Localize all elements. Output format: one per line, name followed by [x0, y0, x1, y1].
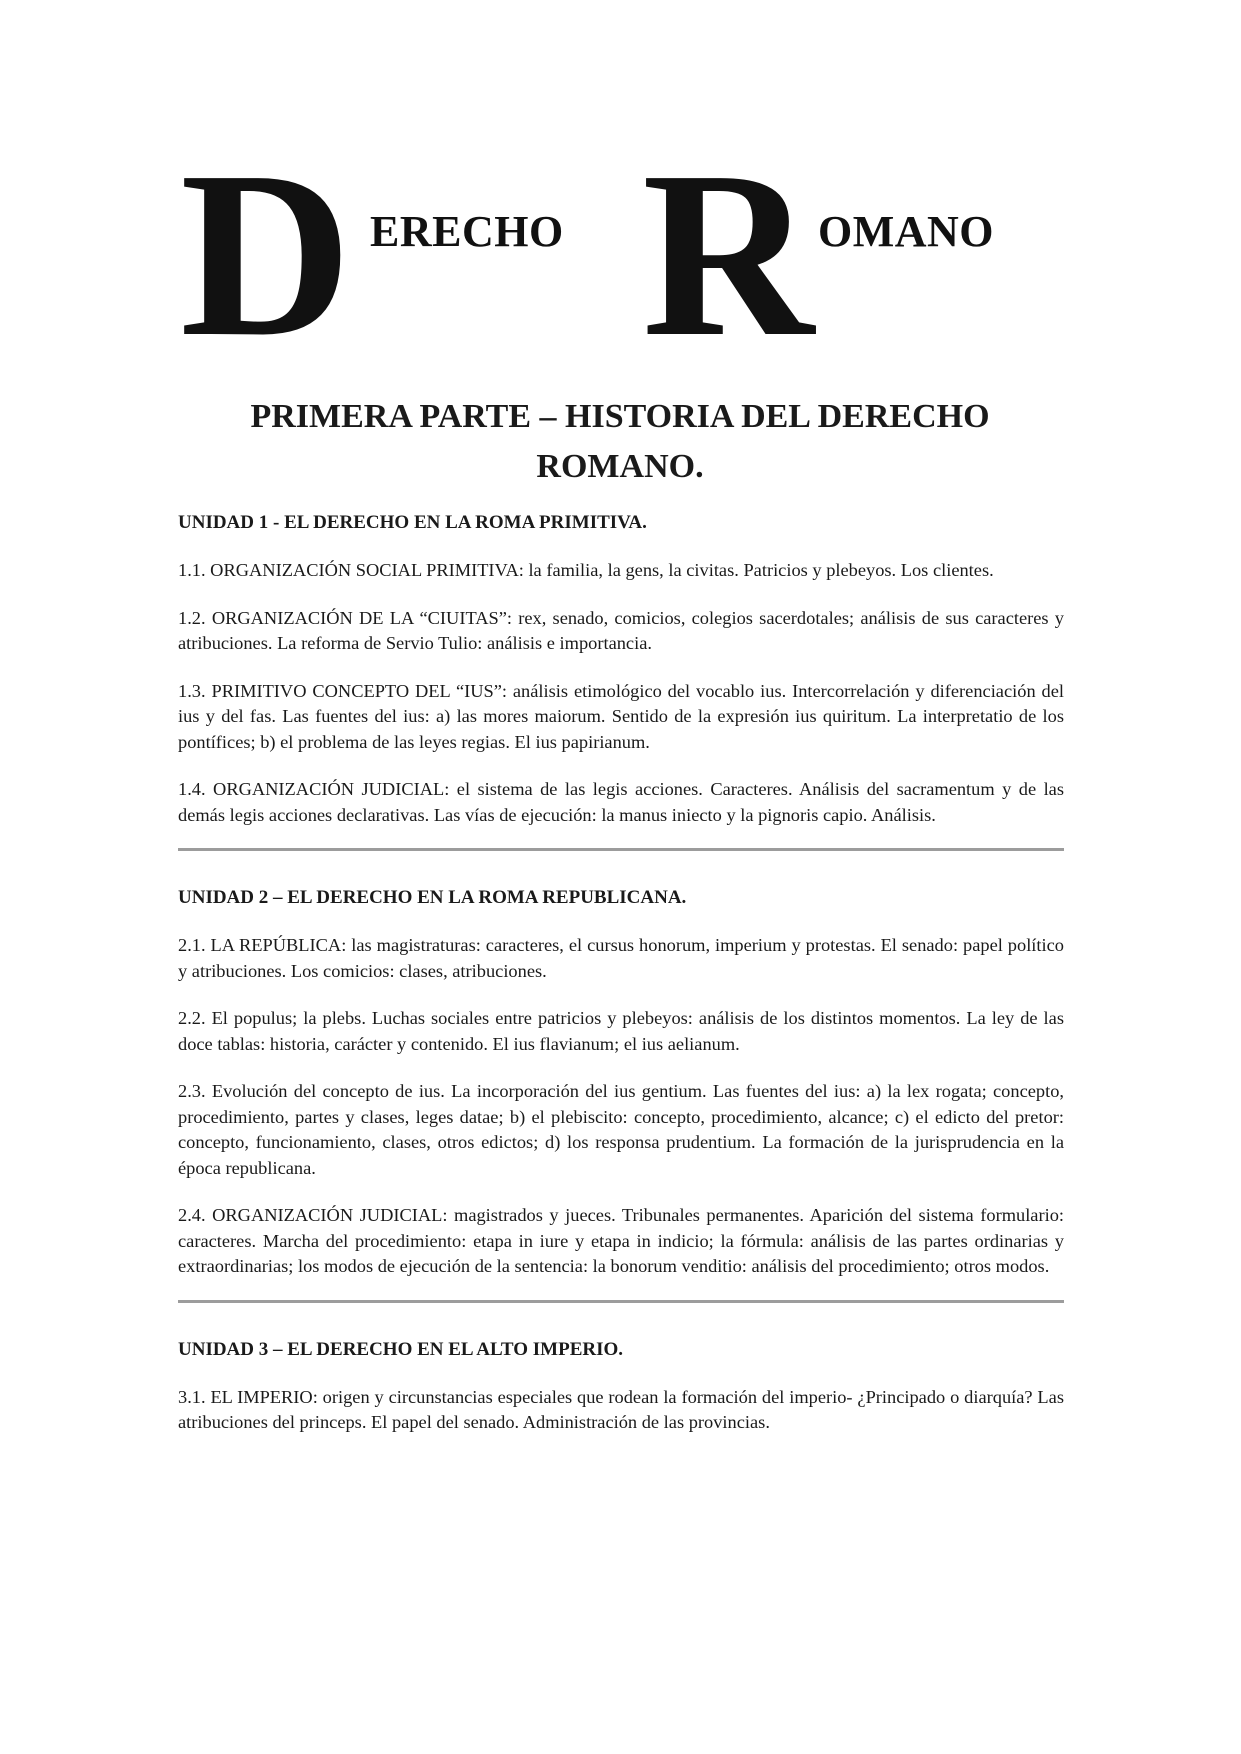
title-word-omano: OMANO [818, 207, 995, 256]
title-initial-d: D [180, 123, 352, 386]
unit-heading: UNIDAD 2 – EL DERECHO EN LA ROMA REPUBLICANA. [178, 887, 687, 908]
topic-paragraph: 2.2. El populus; la plebs. Luchas sociales entre patricios y plebeyos: análisis de los distintos momentos. La ley de las doce tablas: historia, carácter y contenido. El ius flavianum; el ius aelianum. [178, 1008, 1064, 1054]
topic-paragraph: 3.1. EL IMPERIO: origen y circunstancias especiales que rodean la formación del imperio- ¿Principado o diarquía? Las atribuciones del princeps. El papel del senado. Administración de las provincias. [178, 1386, 1064, 1432]
document-title [180, 123, 1040, 386]
topic-paragraph: 1.2. ORGANIZACIÓN DE LA “CIUITAS”: rex, senado, comicios, colegios sacerdotales; análisis de sus caracteres y atribuciones. La reforma de Servio Tulio: análisis e importancia. [178, 607, 1064, 653]
section-divider [178, 1300, 1064, 1303]
part-heading: PRIMERA PARTE – HISTORIA DEL DERECHO ROMANO. [250, 398, 990, 485]
topic-paragraph: 1.4. ORGANIZACIÓN JUDICIAL: el sistema de las legis acciones. Caracteres. Análisis del sacramentum y de las demás legis acciones declarativas. Las vías de ejecución: la manus iniecto y la pignoris capio. Análisis. [178, 779, 1064, 825]
syllabus-content [178, 510, 1064, 1458]
topic-paragraph: 2.4. ORGANIZACIÓN JUDICIAL: magistrados y jueces. Tribunales permanentes. Aparición del sistema formulario: caracteres. Marcha del procedimiento: etapa in iure y etapa in indicio; la fórmula: análisis de las partes ordinarias y extraordinarias; los modos de ejecución de la sentencia: la bonorum venditio: análisis del procedimiento; otros modos. [178, 1205, 1064, 1276]
unit-section [178, 1337, 1064, 1436]
title-word-erecho: ERECHO [370, 207, 564, 256]
unit-section [178, 510, 1064, 828]
title-initial-r: R [642, 123, 814, 386]
topic-paragraph: 1.1. ORGANIZACIÓN SOCIAL PRIMITIVA: la familia, la gens, la civitas. Patricios y plebeyos. Los clientes. [178, 560, 994, 580]
section-divider [178, 848, 1064, 851]
topic-paragraph: 2.1. LA REPÚBLICA: las magistraturas: caracteres, el cursus honorum, imperium y protestas. El senado: papel político y atribuciones. Los comicios: clases, atribuciones. [178, 935, 1064, 981]
unit-heading: UNIDAD 1 - EL DERECHO EN LA ROMA PRIMITIVA. [178, 512, 647, 533]
unit-heading: UNIDAD 3 – EL DERECHO EN EL ALTO IMPERIO. [178, 1338, 624, 1360]
unit-section [178, 885, 1064, 1280]
topic-paragraph: 2.3. Evolución del concepto de ius. La incorporación del ius gentium. Las fuentes del ius: a) la lex rogata; concepto, procedimiento, partes y clases, leges datae; b) el plebiscito: concepto, procedimiento, alcance; c) el edicto del pretor: concepto, funcionamiento, clases, otros edictos; d) los responsa prudentium. La formación de la jurisprudencia en la época republicana. [178, 1081, 1064, 1178]
topic-paragraph: 1.3. PRIMITIVO CONCEPTO DEL “IUS”: análisis etimológico del vocablo ius. Intercorrelación y diferenciación del ius y del fas. Las fuentes del ius: a) las mores maiorum. Sentido de la expresión ius quiritum. La interpretatio de los pontífices; b) el problema de las leyes regias. El ius papirianum. [178, 680, 1064, 752]
